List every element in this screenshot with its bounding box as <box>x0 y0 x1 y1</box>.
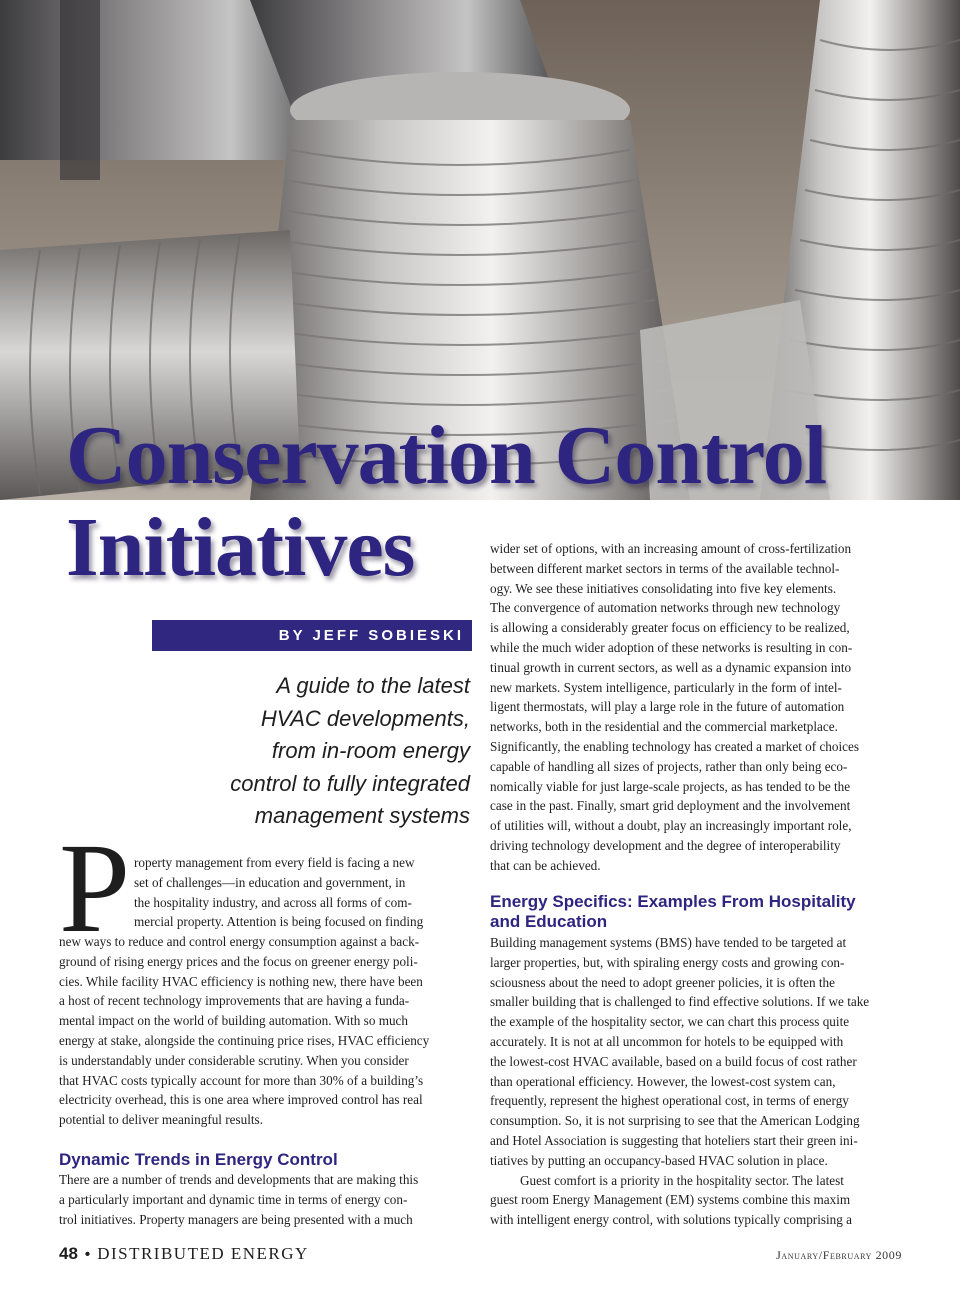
text-line: driving technology development and the degree of interoperability <box>490 837 841 853</box>
text-line: mental impact on the world of building automation. With so much <box>59 1013 409 1029</box>
text-line: the hospitality industry, and across all forms of com- <box>134 894 412 910</box>
text-line: electricity overhead, this is one area where improved control has real <box>59 1092 423 1108</box>
issue-date: January/February 2009 <box>776 1248 902 1262</box>
text-line: set of challenges—in education and government, in <box>134 874 406 890</box>
page-footer <box>59 1244 309 1264</box>
text-line: tiatives by putting an occupancy-based HVAC solution in place. <box>490 1152 828 1168</box>
subhead-energy-specifics-line1: Energy Specifics: Examples From Hospitality <box>490 892 856 911</box>
drop-cap: P <box>59 817 131 959</box>
text-line: mercial property. Attention is being focused on finding <box>134 914 424 930</box>
text-line: between different market sectors in terms of the available technol- <box>490 560 840 576</box>
deck-line: A guide to the latest <box>276 673 470 698</box>
text-line: networks, both in the residential and the commercial marketplace. <box>490 719 838 735</box>
text-line: wider set of options, with an increasing amount of cross-fertilization <box>490 541 852 556</box>
text-line: frequently, represent the highest operational cost, in terms of energy <box>490 1093 849 1109</box>
text-line: while the much wider adoption of these networks is resulting in con- <box>490 639 853 655</box>
text-line: The convergence of automation networks through new technology <box>490 600 841 616</box>
deck-line: HVAC developments, <box>260 705 470 731</box>
text-line: that can be achieved. <box>490 857 601 873</box>
deck-line: management systems <box>254 803 470 828</box>
text-line: Significantly, the enabling technology has created a market of choices <box>490 738 859 754</box>
left-column-paragraph-1 <box>59 932 471 1130</box>
right-column-paragraph-1 <box>490 539 902 876</box>
article-title-line2: Initiatives <box>66 501 415 594</box>
footer-bullet: • <box>84 1246 91 1263</box>
article-deck <box>150 670 470 833</box>
text-line: potential to deliver meaningful results. <box>59 1112 263 1128</box>
text-line: a particularly important and dynamic time in terms of energy con- <box>59 1191 408 1207</box>
text-line: ogy. We see these initiatives consolidating into five key elements. <box>490 580 837 596</box>
text-line: the example of the hospitality sector, we can chart this process quite <box>490 1014 850 1030</box>
deck-line: control to fully integrated <box>230 770 470 796</box>
byline: BY JEFF SOBIESKI <box>152 620 472 651</box>
text-line: smaller building that is challenged to find effective solutions. If we take <box>490 994 870 1010</box>
text-line: a host of recent technology improvements that are having a funda- <box>59 993 410 1009</box>
text-line: is allowing a considerably greater focus on efficiency to be realized, <box>490 620 850 636</box>
text-line: cies. While facility HVAC efficiency is nothing new, there have been <box>59 973 423 989</box>
subhead-dynamic-trends: Dynamic Trends in Energy Control <box>59 1150 338 1169</box>
text-line: tinual growth in current sectors, as well as a dynamic expansion into <box>490 659 852 675</box>
text-line: that HVAC costs typically account for more than 30% of a building’s <box>59 1072 424 1088</box>
text-line: accurately. It is not at all uncommon for hotels to be equipped with <box>490 1033 844 1049</box>
text-line: consumption. So, it is not surprising to see that the American Lodging <box>490 1113 860 1129</box>
text-line: of utilities will, without a doubt, play an increasingly important role, <box>490 818 852 834</box>
text-line: larger properties, but, with spiraling energy costs and growing con- <box>490 954 845 970</box>
magazine-name: DISTRIBUTED ENERGY <box>97 1244 309 1263</box>
text-line: There are a number of trends and developments that are making this <box>59 1172 419 1187</box>
left-column-paragraph-2 <box>59 1170 471 1229</box>
text-line: guest room Energy Management (EM) systems combine this maxim <box>490 1192 851 1208</box>
text-line: roperty management from every field is facing a new <box>134 855 415 870</box>
right-column-paragraph-2 <box>490 933 902 1230</box>
text-line: Guest comfort is a priority in the hospitality sector. The latest <box>520 1172 844 1188</box>
text-line: ground of rising energy prices and the focus on greener energy poli- <box>59 953 418 969</box>
text-line: capable of handling all sizes of projects, rather than only being eco- <box>490 758 848 774</box>
text-line: ligent thermostats, will play a large role in the future of automation <box>490 699 845 715</box>
text-line: and Hotel Association is suggesting that hoteliers start their green ini- <box>490 1132 858 1148</box>
text-line: new ways to reduce and control energy consumption against a back- <box>59 934 420 949</box>
dropcap-paragraph <box>134 853 464 932</box>
text-line: is understandably under considerable scrutiny. When you consider <box>59 1052 409 1068</box>
text-line: nomically viable for just large-scale projects, as has tended to be the <box>490 778 851 794</box>
page-number: 48 <box>59 1244 78 1263</box>
article-title-line1: Conservation Control <box>66 409 827 502</box>
text-line: energy at stake, alongside the continuing price rises, HVAC efficiency <box>59 1032 430 1048</box>
text-line: sciousness about the need to adopt greener policies, it is often the <box>490 974 835 990</box>
text-line: case in the past. Finally, smart grid deployment and the involvement <box>490 798 851 814</box>
subhead-energy-specifics-line2: and Education <box>490 912 608 931</box>
text-line: than operational efficiency. However, the lowest-cost system can, <box>490 1073 836 1089</box>
text-line: trol initiatives. Property managers are being presented with a much <box>59 1211 413 1227</box>
deck-line: from in-room energy <box>271 738 470 763</box>
text-line: new markets. System intelligence, particularly in the form of intel- <box>490 679 842 695</box>
text-line: with intelligent energy control, with solutions typically comprising a <box>490 1212 852 1228</box>
text-line: Building management systems (BMS) have tended to be targeted at <box>490 935 847 950</box>
text-line: the lowest-cost HVAC available, based on a build focus of cost rather <box>490 1053 857 1069</box>
